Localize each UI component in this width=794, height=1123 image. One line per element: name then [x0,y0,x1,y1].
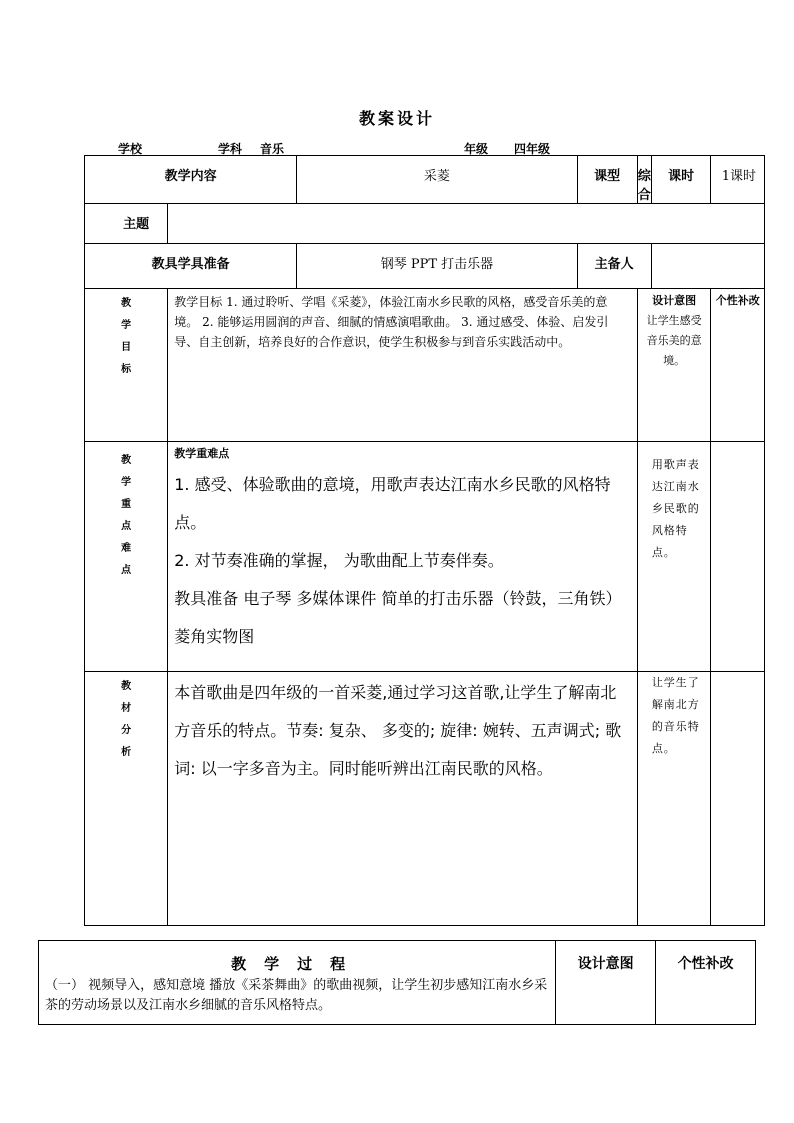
analysis-note: 让学生了解南北方的音乐特点。 [651,676,700,755]
tools-label: 教具学具准备 [151,257,230,272]
content-label: 教学内容 [164,169,217,184]
process-design-label: 设计意图 [577,956,634,972]
analysis-text: 本首歌曲是四年级的一首采菱,通过学习这首歌,让学生了解南北方音乐的特点。节奏: 复杂、 多变的; 旋律: 婉转、五声调式; 歌词: 以一字多音为主。同时能听辨出江南民歌的风格。 [174,683,622,778]
key-side-label [85,442,168,672]
process-personal-cell [656,941,756,1025]
key-line: 教具准备 电子琴 多媒体课件 简单的打击乐器（铃鼓，三角铁） 菱角实物图 [174,589,622,646]
goal-text-cell [168,289,638,442]
goal-design-note: 让学生感受音乐美的意境。 [646,314,702,367]
theme-label-cell [85,204,168,244]
hours-cell [711,156,765,204]
key-note-cell [637,442,711,672]
lesson-info-table [84,155,765,926]
type-value: 综合 [637,169,651,203]
goal-side-label [85,289,168,442]
teaching-process-table [38,940,756,1025]
content-value: 采菱 [423,169,450,184]
tools-value-cell [297,244,577,289]
key-side-char: 点 [121,565,132,576]
key-side-char: 学 [121,477,132,488]
process-text: （一） 视频导入，感知意境 播放《采茶舞曲》的歌曲视频，让学生初步感知江南水乡采茶的劳动场景以及江南水乡细腻的音乐风格特点。 [45,978,548,1013]
goal-side-char: 标 [121,364,132,375]
analysis-side-char: 析 [121,747,132,758]
key-side-char: 点 [121,521,132,532]
key-heading: 教学重难点 [174,447,230,460]
personal-label-cell [711,289,765,442]
type-value-cell [637,156,651,204]
goal-side-char: 教 [121,298,132,309]
preparer-label: 主备人 [594,257,634,272]
goal-side-char: 学 [121,320,132,331]
theme-label: 主题 [123,217,150,232]
hours-value: 1课时 [721,169,756,184]
analysis-side-char: 分 [121,725,132,736]
school-label: 学校 [118,142,143,156]
key-side-char: 教 [121,455,132,466]
preparer-label-cell [577,244,651,289]
page-title: 教案设计 [358,109,435,128]
analysis-side-char: 材 [121,703,132,714]
goal-text: 教学目标 1. 通过聆听、学唱《采菱》，体验江南水乡民歌的风格，感受音乐美的意境。 2. 能够运用圆润的声音、细腻的情感演唱歌曲。 3. 通过感受、体验、启发引导、自主创新，培养良好的合作意识，使学生积极参与到音乐实践活动中。 [174,295,609,349]
hours-label: 课时 [668,169,695,184]
key-side-char: 重 [121,499,132,510]
content-label-cell [85,156,297,204]
goal-side-char: 目 [121,342,132,353]
process-design-cell [556,941,656,1025]
content-value-cell [297,156,577,204]
key-note: 用歌声表达江南水乡民歌的风格特点。 [651,458,700,559]
analysis-personal-cell [711,672,765,926]
analysis-note-cell [637,672,711,926]
preparer-value-cell [651,244,764,289]
hours-label-cell [651,156,711,204]
key-side-char: 难 [121,543,132,554]
subject-value: 音乐 [260,142,285,156]
key-text-cell [168,442,638,672]
goal-design-cell [637,289,711,442]
theme-value-cell [168,204,765,244]
tools-label-cell [85,244,297,289]
grade-value: 四年级 [514,142,551,156]
design-intent-label: 设计意图 [652,294,697,307]
personal-label: 个性补改 [715,294,760,307]
subject-label: 学科 [218,142,243,156]
type-label: 课型 [594,169,621,184]
analysis-side-label [85,672,168,926]
tools-value: 钢琴 PPT 打击乐器 [380,257,494,272]
analysis-side-char: 教 [121,681,132,692]
process-personal-label: 个性补改 [677,956,734,972]
process-title: 教学过程 [231,955,364,973]
type-label-cell [577,156,637,204]
grade-label: 年级 [464,142,489,156]
process-cell [39,941,556,1025]
analysis-text-cell [168,672,638,926]
key-line: 1. 感受、体验歌曲的意境，用歌声表达江南水乡民歌的风格特点。 [174,475,611,532]
key-personal-cell [711,442,765,672]
key-line: 2. 对节奏准确的掌握， 为歌曲配上节奏伴奏。 [174,551,504,570]
